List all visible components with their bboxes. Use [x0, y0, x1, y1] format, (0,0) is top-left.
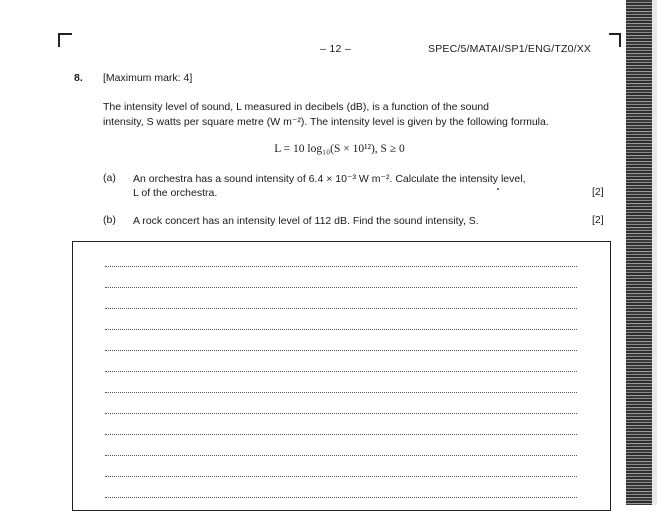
answer-line[interactable]: [105, 434, 577, 435]
paper-code: SPEC/5/MATAI/SP1/ENG/TZ0/XX: [428, 43, 592, 55]
answer-line[interactable]: [105, 413, 577, 414]
part-b-label: (b): [103, 214, 116, 226]
part-b-marks: [2]: [592, 214, 604, 226]
answer-line[interactable]: [105, 287, 577, 288]
intensity-formula: L = 10 log₁₀(S × 10¹²), S ≥ 0: [274, 143, 405, 155]
crop-mark-top-left-vertical: [58, 33, 60, 47]
crop-mark-top-right-vertical: [619, 33, 621, 47]
answer-line[interactable]: [105, 455, 577, 456]
question-number: 8.: [74, 72, 83, 84]
answer-line[interactable]: [105, 329, 577, 330]
answer-line[interactable]: [105, 371, 577, 372]
intro-line-1: The intensity level of sound, L measured in decibels (dB), is a function of the sound: [103, 101, 489, 113]
page-number: – 12 –: [320, 43, 351, 55]
part-a-line-1: An orchestra has a sound intensity of 6.4 × 10⁻³ W m⁻². Calculate the intensity level,: [133, 173, 526, 185]
intro-line-2: intensity, S watts per square metre (W m⁻²). The intensity level is given by the following formula.: [103, 116, 549, 128]
crop-mark-top-left: [58, 33, 72, 35]
part-a-label: (a): [103, 172, 116, 184]
scanner-edge-margin: [652, 0, 657, 505]
scan-speck: [497, 188, 499, 190]
part-a-line-2: L of the orchestra.: [133, 187, 218, 199]
answer-line[interactable]: [105, 392, 577, 393]
answer-line[interactable]: [105, 476, 577, 477]
maximum-mark: [Maximum mark: 4]: [103, 72, 193, 84]
part-b-text: A rock concert has an intensity level of 112 dB. Find the sound intensity, S.: [133, 215, 479, 227]
part-a-text: [133, 172, 573, 200]
answer-line[interactable]: [105, 497, 577, 498]
answer-line[interactable]: [105, 308, 577, 309]
part-a-marks: [2]: [592, 186, 604, 198]
answer-line[interactable]: [105, 350, 577, 351]
question-intro: [103, 100, 603, 130]
answer-line[interactable]: [105, 266, 577, 267]
answer-box[interactable]: [72, 241, 611, 511]
scanner-edge-strip: [626, 0, 652, 505]
